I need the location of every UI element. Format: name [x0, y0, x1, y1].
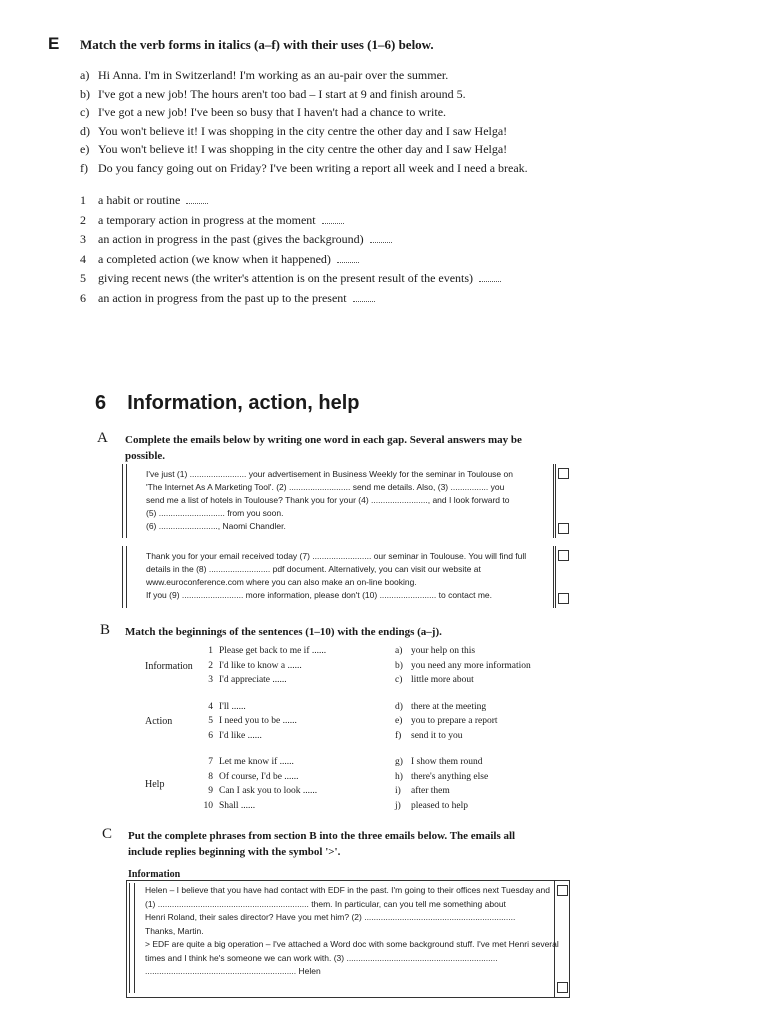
group-category: Information	[145, 660, 193, 672]
answer-gap	[479, 273, 501, 282]
beginning-text: I'd appreciate ......	[219, 675, 287, 685]
use-number: 2	[80, 212, 86, 227]
ending-text: you need any more information	[411, 660, 531, 671]
beginning-row	[197, 731, 262, 741]
email-line: > EDF are quite a big operation – I've attached a Word doc with some background stuff. I've met Henri several	[145, 939, 559, 949]
ending-label: a)	[395, 646, 403, 656]
match-group	[145, 702, 565, 758]
beginning-row	[197, 702, 246, 712]
sentence-text: Hi Anna. I'm in Switzerland! I'm working as an au-pair over the summer.	[98, 68, 449, 82]
sentence-row	[80, 161, 528, 180]
ending-label: e)	[395, 716, 403, 726]
email-window-3	[126, 880, 570, 998]
ending-row	[395, 772, 488, 782]
scroll-down-arrow-icon[interactable]	[557, 982, 568, 993]
email-line: times and I think he's someone we can work with. (3) ................................................................	[145, 952, 498, 963]
use-text: a temporary action in progress at the moment	[98, 212, 316, 227]
ending-text: I show them round	[411, 757, 483, 767]
ending-row	[395, 786, 450, 796]
group-category: Action	[145, 716, 173, 727]
ending-row	[395, 675, 474, 685]
section-c-instruction-line1: Put the complete phrases from section B into the three emails below. The emails all	[128, 830, 516, 842]
ending-label: j)	[395, 800, 401, 811]
ending-text: pleased to help	[411, 800, 468, 811]
ending-text: there's anything else	[411, 771, 489, 782]
group-category: Help	[145, 778, 165, 790]
sentence-label: a)	[80, 68, 90, 82]
ending-row	[395, 716, 498, 726]
beginning-row	[197, 786, 317, 796]
beginning-text: Let me know if ......	[219, 757, 294, 767]
use-text: an action in progress in the past (gives the background)	[98, 232, 364, 246]
beginning-text: I'd like ......	[219, 730, 262, 741]
use-text: an action in progress from the past up to the present	[98, 290, 347, 305]
email-line: send me a list of hotels in Toulouse? Thank you for your (4) ........................, and I look forward to	[146, 495, 510, 505]
section-c-instruction	[128, 828, 548, 860]
email-3-body	[145, 884, 559, 979]
sentence-label: c)	[80, 105, 90, 119]
beginning-number: 9	[208, 786, 213, 796]
beginning-text: Shall ......	[219, 800, 256, 811]
beginning-number: 2	[208, 660, 213, 671]
email-line: (5) ............................ from you soon.	[146, 508, 284, 518]
ending-text: your help on this	[411, 646, 476, 656]
section-a-instruction-line2: possible.	[125, 450, 166, 462]
answer-gap	[353, 293, 375, 302]
scroll-down-arrow-icon[interactable]	[558, 593, 569, 604]
use-number: 3	[80, 232, 86, 246]
section-a-letter: A	[97, 430, 108, 446]
ending-label: g)	[395, 757, 403, 767]
beginning-number: 5	[208, 716, 213, 726]
beginning-text: Of course, I'd be ......	[219, 771, 299, 782]
ending-text: send it to you	[411, 730, 463, 741]
email-line: Helen – I believe that you have had contact with EDF in the past. I'm going to their offices next Tuesday and	[145, 885, 550, 895]
beginning-number: 7	[208, 757, 213, 767]
section-a-instruction-line1: Complete the emails below by writing one word in each gap. Several answers may be	[125, 434, 522, 446]
email-line: If you (9) .......................... more information, please don't (10) ........................ to contact me.	[146, 590, 493, 600]
match-group	[145, 646, 565, 702]
use-number: 1	[80, 193, 86, 207]
email-line: www.euroconference.com where you can also make an on-line booking.	[146, 577, 417, 587]
ending-label: b)	[395, 660, 403, 671]
section-c-subheading: Information	[128, 869, 181, 880]
use-number: 5	[80, 271, 86, 285]
use-text: a habit or routine	[98, 193, 181, 207]
sentence-text: You won't believe it! I was shopping in the city centre the other day and I saw Helga!	[98, 123, 508, 138]
unit-title	[95, 392, 359, 415]
email-window-2	[122, 546, 570, 608]
answer-gap	[322, 215, 344, 224]
ending-label: h)	[395, 771, 403, 782]
ending-label: f)	[395, 730, 402, 741]
beginning-row	[197, 772, 299, 782]
ending-row	[395, 646, 475, 656]
beginning-text: Can I ask you to look ......	[219, 786, 318, 796]
section-c-instruction-line2: include replies beginning with the symbol '>'.	[128, 846, 341, 858]
sentence-row	[80, 87, 528, 106]
sentence-text: Do you fancy going out on Friday? I've been writing a report all week and I need a break.	[98, 160, 528, 175]
section-a-instruction	[125, 432, 555, 464]
section-c-letter: C	[102, 826, 113, 842]
unit-title-text: Information, action, help	[127, 392, 360, 414]
ending-text: you to prepare a report	[411, 716, 498, 726]
sentence-text: I've got a new job! The hours aren't too bad – I start at 9 and finish around 5.	[98, 86, 466, 101]
email-1-body	[146, 468, 513, 533]
ending-label: i)	[395, 786, 401, 796]
use-row	[80, 213, 501, 233]
use-number: 6	[80, 290, 86, 305]
use-text: giving recent news (the writer's attention is on the present result of the events)	[98, 271, 474, 285]
beginning-row	[197, 661, 302, 671]
section-e-letter: E	[48, 34, 60, 53]
scrollbar[interactable]	[555, 546, 570, 608]
beginning-text: I need you to be ......	[219, 716, 297, 726]
sentence-row	[80, 105, 528, 124]
ending-text: there at the meeting	[411, 701, 487, 712]
email-line: Thanks, Martin.	[145, 925, 204, 936]
beginning-number: 8	[208, 771, 213, 782]
sentence-label: f)	[80, 160, 88, 175]
email-line: Henri Roland, their sales director? Have you met him? (2) ................................................................	[145, 912, 516, 922]
beginning-row	[197, 646, 326, 656]
scroll-down-arrow-icon[interactable]	[558, 523, 569, 534]
ending-row	[395, 731, 462, 741]
section-b-instruction: Match the beginnings of the sentences (1–10) with the endings (a–j).	[125, 626, 442, 638]
email-line: ................................................................ Helen	[145, 966, 321, 976]
beginning-row	[197, 757, 294, 767]
use-row	[80, 291, 501, 311]
beginning-text: I'd like to know a ......	[219, 660, 302, 671]
ending-label: d)	[395, 701, 403, 712]
answer-gap	[370, 234, 392, 243]
beginning-text: I'll ......	[219, 701, 246, 712]
section-e-sentences	[80, 68, 528, 179]
beginning-text: Please get back to me if ......	[219, 646, 327, 656]
sentence-row	[80, 142, 528, 161]
email-line: (6) ........................., Naomi Chandler.	[146, 521, 286, 531]
sentence-text: You won't believe it! I was shopping in the city centre the other day and I saw Helga!	[98, 142, 508, 156]
email-window-1	[122, 464, 570, 538]
sentence-label: b)	[80, 86, 90, 101]
ending-row	[395, 757, 483, 767]
unit-number: 6	[95, 392, 107, 414]
use-row	[80, 271, 501, 291]
email-2-body	[146, 550, 526, 602]
email-line: (1) ................................................................ them. In particular, can you tell me something about	[145, 898, 506, 909]
beginning-number: 1	[208, 646, 213, 656]
beginning-row	[197, 675, 287, 685]
sentence-label: d)	[80, 123, 90, 138]
scroll-up-arrow-icon[interactable]	[558, 550, 569, 561]
beginning-number: 3	[208, 675, 213, 685]
ending-text: little more about	[411, 675, 474, 685]
match-group	[145, 757, 565, 827]
section-e-instruction: Match the verb forms in italics (a–f) with their uses (1–6) below.	[80, 37, 434, 52]
sentence-row	[80, 68, 528, 87]
ending-row	[395, 702, 486, 712]
email-line: I've just (1) ........................ your advertisement in Business Weekly for the seminar in Toulouse on	[146, 469, 513, 479]
section-e-uses	[80, 193, 501, 310]
ending-label: c)	[395, 675, 403, 685]
email-line: details in the (8) .......................... pdf document. Alternatively, you can visit our website at	[146, 564, 481, 574]
answer-gap	[337, 254, 359, 263]
scrollbar[interactable]	[555, 464, 570, 538]
ending-row	[395, 801, 468, 811]
scroll-up-arrow-icon[interactable]	[558, 468, 569, 479]
use-row	[80, 252, 501, 272]
email-line: 'The Internet As A Marketing Tool'. (2) .......................... send me details. Also, (3) ................ you	[146, 482, 505, 492]
sentence-row	[80, 124, 528, 143]
beginning-row	[197, 716, 297, 726]
email-line: Thank you for your email received today (7) ......................... our seminar in Toulouse. You will find full	[146, 551, 527, 561]
ending-row	[395, 661, 531, 671]
sentence-text: I've got a new job! I've been so busy that I haven't had a chance to write.	[98, 105, 447, 119]
section-b-letter: B	[100, 622, 111, 638]
beginning-row	[197, 801, 255, 811]
use-number: 4	[80, 251, 86, 266]
beginning-number: 6	[208, 730, 213, 741]
ending-text: after them	[411, 786, 450, 796]
use-text: a completed action (we know when it happened)	[98, 251, 331, 266]
beginning-number: 10	[203, 800, 213, 811]
section-b-matching	[145, 646, 565, 827]
sentence-label: e)	[80, 142, 90, 156]
use-row	[80, 232, 501, 252]
use-row	[80, 193, 501, 213]
beginning-number: 4	[208, 701, 213, 712]
answer-gap	[186, 195, 208, 204]
